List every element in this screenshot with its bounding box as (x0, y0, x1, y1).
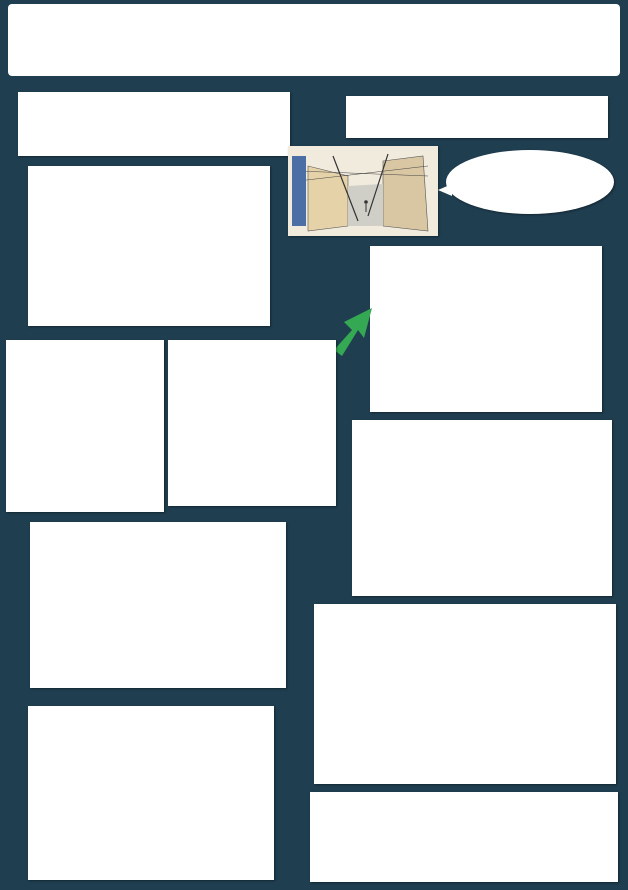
bubble-tail (438, 184, 452, 196)
drawing-sketch (288, 146, 438, 236)
q8-card (28, 706, 274, 880)
q7-chart (314, 638, 616, 784)
q2-chart (168, 374, 336, 504)
q6-card (352, 420, 612, 596)
q6-chart (352, 448, 612, 594)
q8-chart (28, 742, 274, 878)
q1-card (28, 166, 270, 326)
purpose-card (18, 92, 290, 156)
speech-bubble (446, 150, 614, 214)
q4-chart (6, 370, 164, 510)
arrow-icon (330, 300, 376, 358)
q1-chart (28, 194, 270, 324)
q7-card (314, 604, 616, 784)
q4-card (6, 340, 164, 512)
summary-card (310, 792, 618, 882)
q3-card (370, 246, 602, 412)
q5-card (30, 522, 286, 688)
q3-chart (370, 276, 602, 410)
earthquake-drawing (288, 146, 438, 236)
title-bar (8, 4, 620, 76)
method-card (346, 96, 608, 138)
q5-chart (30, 540, 286, 686)
q2-card (168, 340, 336, 506)
